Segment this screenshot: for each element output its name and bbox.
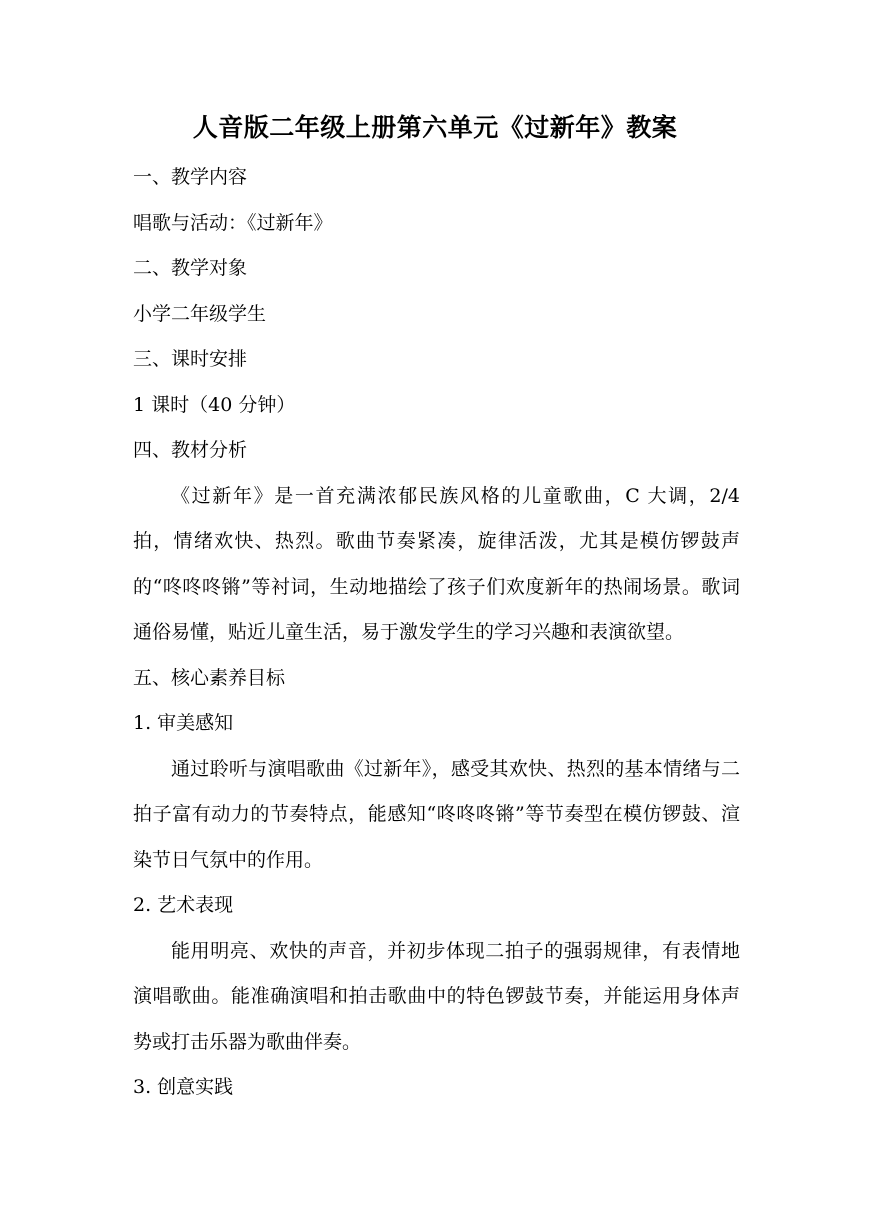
teaching-target-text: 小学二年级学生 (133, 302, 267, 325)
section-heading-schedule: 三、课时安排 (133, 348, 248, 370)
subheading-creative-practice: 3. 创意实践 (133, 1076, 234, 1098)
schedule-text: 1 课时（40 分钟） (133, 393, 296, 416)
teaching-content-text: 唱歌与活动：《过新年》 (133, 211, 333, 234)
artistic-expression-paragraph: 能用明亮、欢快的声音，并初步体现二拍子的强弱规律，有表情地演唱歌曲。能准确演唱和拍击歌曲中的特色锣鼓节奏，并能运用身体声势或打击乐器为歌曲伴奏。 (133, 939, 740, 1053)
document-body (133, 155, 740, 1111)
aesthetic-perception-paragraph: 通过聆听与演唱歌曲《过新年》，感受其欢快、热烈的基本情绪与二拍子富有动力的节奏特点，能感知“咚咚咚锵”等节奏型在模仿锣鼓、渲染节日气氛中的作用。 (133, 757, 740, 871)
subheading-artistic-expression: 2. 艺术表现 (133, 894, 234, 916)
subheading-aesthetic-perception: 1. 审美感知 (133, 712, 234, 734)
material-analysis-paragraph: 《过新年》是一首充满浓郁民族风格的儿童歌曲，C 大调，2/4 拍，情绪欢快、热烈。歌曲节奏紧凑，旋律活泼，尤其是模仿锣鼓声的“咚咚咚锵”等衬词，生动地描绘了孩子们欢度新年的热闹场景。歌词通俗易懂，贴近儿童生活，易于激发学生的学习兴趣和表演欲望。 (133, 484, 740, 643)
section-heading-teaching-content: 一、教学内容 (133, 166, 248, 188)
document-title: 人音版二年级上册第六单元《过新年》教案 (192, 113, 678, 142)
section-heading-teaching-target: 二、教学对象 (133, 257, 248, 279)
section-heading-core-goals: 五、核心素养目标 (133, 666, 286, 689)
section-heading-material-analysis: 四、教材分析 (133, 439, 248, 461)
